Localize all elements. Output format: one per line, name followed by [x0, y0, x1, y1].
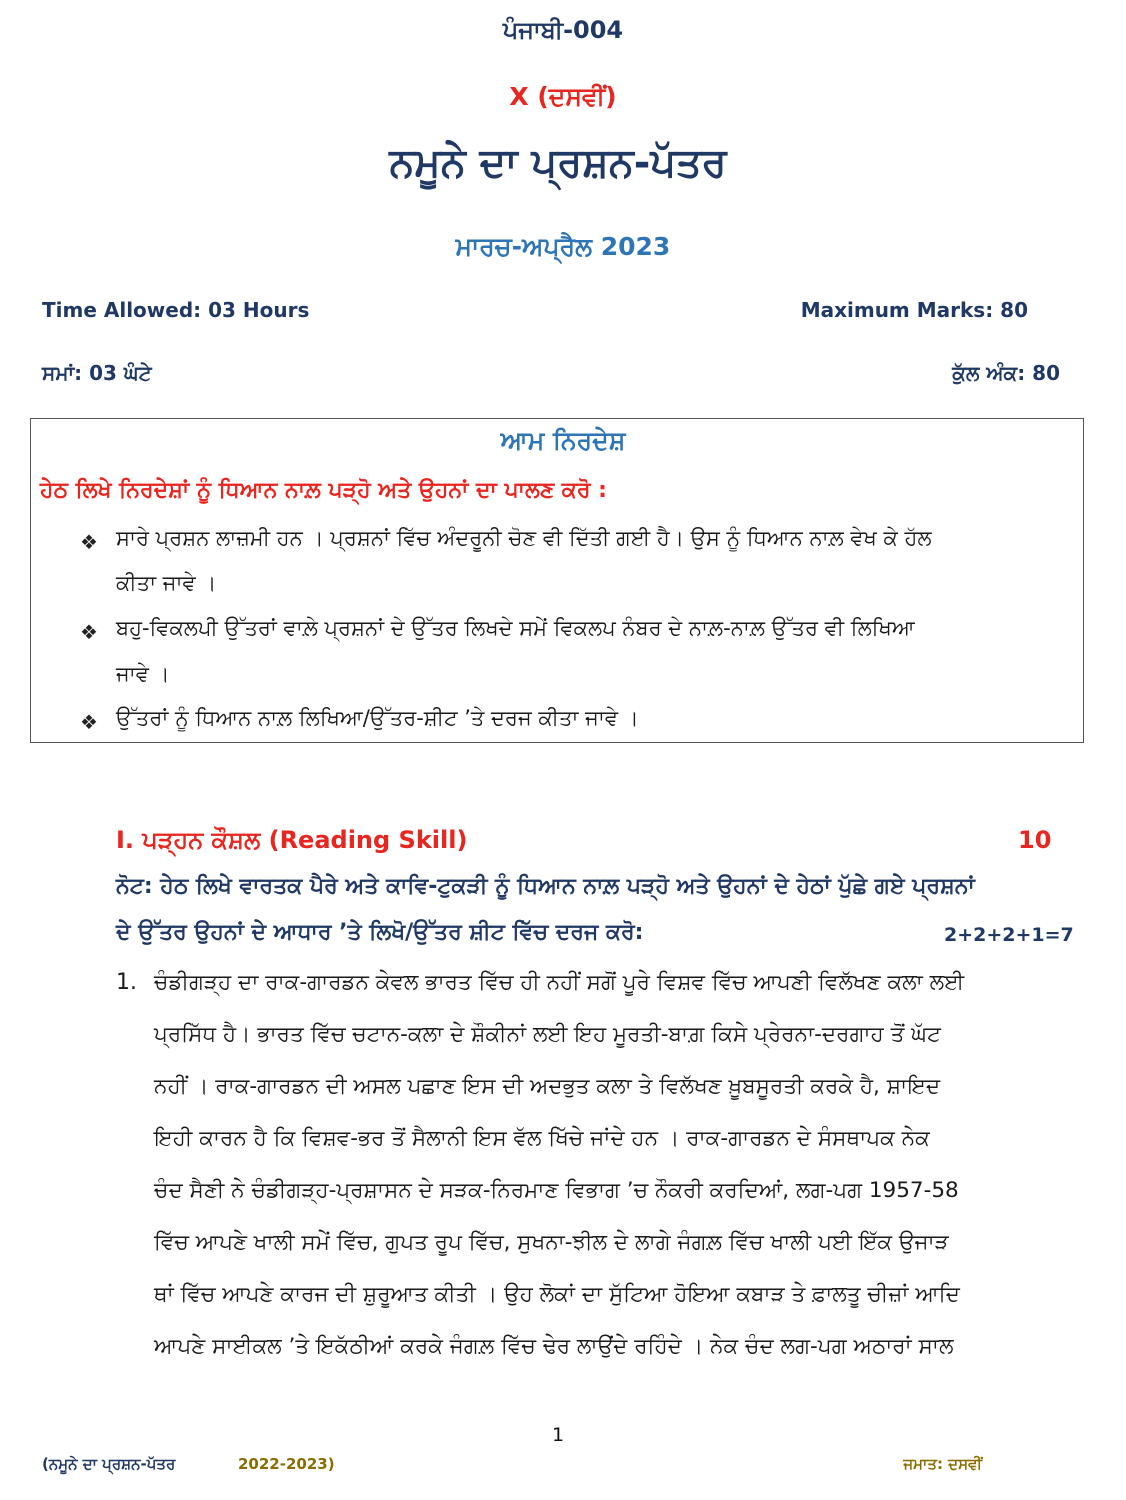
- class-label: X (ਦਸਵੀਂ): [509, 82, 617, 111]
- passage-line: ਚੰਦ ਸੈਣੀ ਨੇ ਚੰਡੀਗੜ੍ਹ-ਪ੍ਰਸ਼ਾਸਨ ਦੇ ਸੜਕ-ਨਿਰਮਾਣ ਵਿਭਾਗ ’ਚ ਨੌਕਰੀ ਕਰਦਿਆਂ, ਲਗ-ਪਗ 1957-58: [154, 1178, 959, 1203]
- passage-line: ਪ੍ਰਸਿੱਧ ਹੈ। ਭਾਰਤ ਵਿੱਚ ਚਟਾਨ-ਕਲਾ ਦੇ ਸ਼ੌਕੀਨਾਂ ਲਈ ਇਹ ਮੂਰਤੀ-ਬਾਗ਼ ਕਿਸੇ ਪ੍ਰੇਰਨਾ-ਦਰਗਾਹ ਤੋਂ ਘੱਟ: [154, 1022, 941, 1047]
- passage-line: ਚੰਡੀਗੜ੍ਹ ਦਾ ਰਾਕ-ਗਾਰਡਨ ਕੇਵਲ ਭਾਰਤ ਵਿੱਚ ਹੀ ਨਹੀਂ ਸਗੋਂ ਪੂਰੇ ਵਿਸ਼ਵ ਵਿੱਚ ਆਪਣੀ ਵਿਲੱਖਣ ਕਲਾ ਲਈ: [154, 970, 965, 995]
- note-line-1: ਨੋਟ: ਹੇਠ ਲਿਖੇ ਵਾਰਤਕ ਪੈਰੇ ਅਤੇ ਕਾਵਿ-ਟੁਕੜੀ ਨੂੰ ਧਿਆਨ ਨਾਲ਼ ਪੜ੍ਹੋ ਅਤੇ ਉਹਨਾਂ ਦੇ ਹੇਠਾਂ ਪੁੱਛੇ ਗਏ ਪ੍ਰਸ਼ਨਾਂ: [116, 874, 975, 899]
- passage-line: ਥਾਂ ਵਿੱਚ ਆਪਣੇ ਕਾਰਜ ਦੀ ਸ਼ੁਰੂਆਤ ਕੀਤੀ । ਉਹ ਲੋਕਾਂ ਦਾ ਸੁੱਟਿਆ ਹੋਇਆ ਕਬਾੜ ਤੇ ਫ਼ਾਲਤੂ ਚੀਜ਼ਾਂ ਆਦਿ: [154, 1282, 960, 1307]
- passage-line: ਆਪਣੇ ਸਾਈਕਲ ’ਤੇ ਇਕੱਠੀਆਂ ਕਰਕੇ ਜੰਗਲ਼ ਵਿੱਚ ਢੇਰ ਲਾਉਂਦੇ ਰਹਿੰਦੇ । ਨੇਕ ਚੰਦ ਲਗ-ਪਗ ਅਠਾਰਾਂ ਸਾਲ: [154, 1334, 954, 1359]
- time-allowed-english: Time Allowed: 03 Hours: [42, 298, 310, 322]
- bullet-diamond-icon: ❖: [80, 530, 98, 554]
- passage-line: ਵਿੱਚ ਆਪਣੇ ਖਾਲੀ ਸਮੇਂ ਵਿੱਚ, ਗੁਪਤ ਰੂਪ ਵਿੱਚ, ਸੁਖਨਾ-ਝੀਲ ਦੇ ਲਾਗੇ ਜੰਗਲ਼ ਵਿੱਚ ਖਾਲੀ ਪਈ ਇੱਕ ਉਜਾੜ: [154, 1230, 949, 1255]
- instruction-3-line-1: ਉੱਤਰਾਂ ਨੂੰ ਧਿਆਨ ਨਾਲ਼ ਲਿਖਿਆ/ਉੱਤਰ-ਸ਼ੀਟ ’ਤੇ ਦਰਜ ਕੀਤਾ ਜਾਵੇ ।: [116, 706, 639, 730]
- session-label: ਮਾਰਚ-ਅਪ੍ਰੈਲ 2023: [455, 232, 671, 261]
- instructions-lead: ਹੇਠ ਲਿਖੇ ਨਿਰਦੇਸ਼ਾਂ ਨੂੰ ਧਿਆਨ ਨਾਲ਼ ਪੜ੍ਹੋ ਅਤੇ ਉਹਨਾਂ ਦਾ ਪਾਲਣ ਕਰੋ :: [40, 478, 607, 503]
- note-line-2: ਦੇ ਉੱਤਰ ਉਹਨਾਂ ਦੇ ਆਧਾਰ ’ਤੇ ਲਿਖੋ/ਉੱਤਰ ਸ਼ੀਟ ਵਿੱਚ ਦਰਜ ਕਰੋ:: [116, 920, 644, 945]
- section-title-english: (Reading Skill): [268, 826, 468, 854]
- total-marks-punjabi: ਕੁੱਲ ਅੰਕ: 80: [952, 361, 1060, 385]
- bullet-diamond-icon: ❖: [80, 620, 98, 644]
- time-allowed-punjabi: ਸਮਾਂ: 03 ਘੰਟੇ: [42, 361, 152, 385]
- section-marks: 10: [1018, 826, 1052, 854]
- bullet-diamond-icon: ❖: [80, 710, 98, 734]
- page-number: 1: [551, 1424, 565, 1446]
- subject-code: ਪੰਜਾਬੀ-004: [502, 16, 624, 44]
- paper-title: ਨਮੂਨੇ ਦਾ ਪ੍ਰਸ਼ਨ-ਪੱਤਰ: [389, 140, 727, 186]
- instruction-1-line-2: ਕੀਤਾ ਜਾਵੇ ।: [116, 571, 217, 595]
- section-title-punjabi: I. ਪੜ੍ਹਨ ਕੌਸ਼ਲ: [116, 826, 261, 854]
- section-title: [116, 826, 467, 854]
- marks-split: 2+2+2+1=7: [944, 924, 1074, 946]
- passage-line: ਇਹੀ ਕਾਰਨ ਹੈ ਕਿ ਵਿਸ਼ਵ-ਭਰ ਤੋਂ ਸੈਲਾਨੀ ਇਸ ਵੱਲ ਖਿੱਚੇ ਜਾਂਦੇ ਹਨ । ਰਾਕ-ਗਾਰਡਨ ਦੇ ਸੰਸਥਾਪਕ ਨੇਕ: [154, 1126, 930, 1151]
- instruction-1-line-1: ਸਾਰੇ ਪ੍ਰਸ਼ਨ ਲਾਜ਼ਮੀ ਹਨ । ਪ੍ਰਸ਼ਨਾਂ ਵਿੱਚ ਅੰਦਰੂਨੀ ਚੋਣ ਵੀ ਦਿੱਤੀ ਗਈ ਹੈ। ਉਸ ਨੂੰ ਧਿਆਨ ਨਾਲ਼ ਵੇਖ ਕੇ ਹੱਲ: [116, 526, 932, 550]
- instruction-2-line-1: ਬਹੁ-ਵਿਕਲਪੀ ਉੱਤਰਾਂ ਵਾਲ਼ੇ ਪ੍ਰਸ਼ਨਾਂ ਦੇ ਉੱਤਰ ਲਿਖਦੇ ਸਮੇਂ ਵਿਕਲਪ ਨੰਬਰ ਦੇ ਨਾਲ਼-ਨਾਲ਼ ਉੱਤਰ ਵੀ ਲਿਖਿਆ: [116, 616, 915, 640]
- instructions-heading: ਆਮ ਨਿਰਦੇਸ਼: [500, 426, 626, 455]
- footer-class: ਜਮਾਤ: ਦਸਵੀਂ: [903, 1455, 982, 1473]
- maximum-marks-english: Maximum Marks: 80: [800, 298, 1028, 322]
- footer-year: 2022-2023): [238, 1455, 335, 1473]
- passage-line: ਨਹੀਂ । ਰਾਕ-ਗਾਰਡਨ ਦੀ ਅਸਲ ਪਛਾਣ ਇਸ ਦੀ ਅਦਭੁਤ ਕਲਾ ਤੇ ਵਿਲੱਖਣ ਖ਼ੂਬਸੂਰਤੀ ਕਰਕੇ ਹੈ, ਸ਼ਾਇਦ: [154, 1074, 941, 1099]
- instruction-2-line-2: ਜਾਵੇ ।: [116, 662, 170, 686]
- question-number: 1.: [116, 970, 137, 995]
- footer-paper-label: (ਨਮੂਨੇ ਦਾ ਪ੍ਰਸ਼ਨ-ਪੱਤਰ: [42, 1455, 176, 1473]
